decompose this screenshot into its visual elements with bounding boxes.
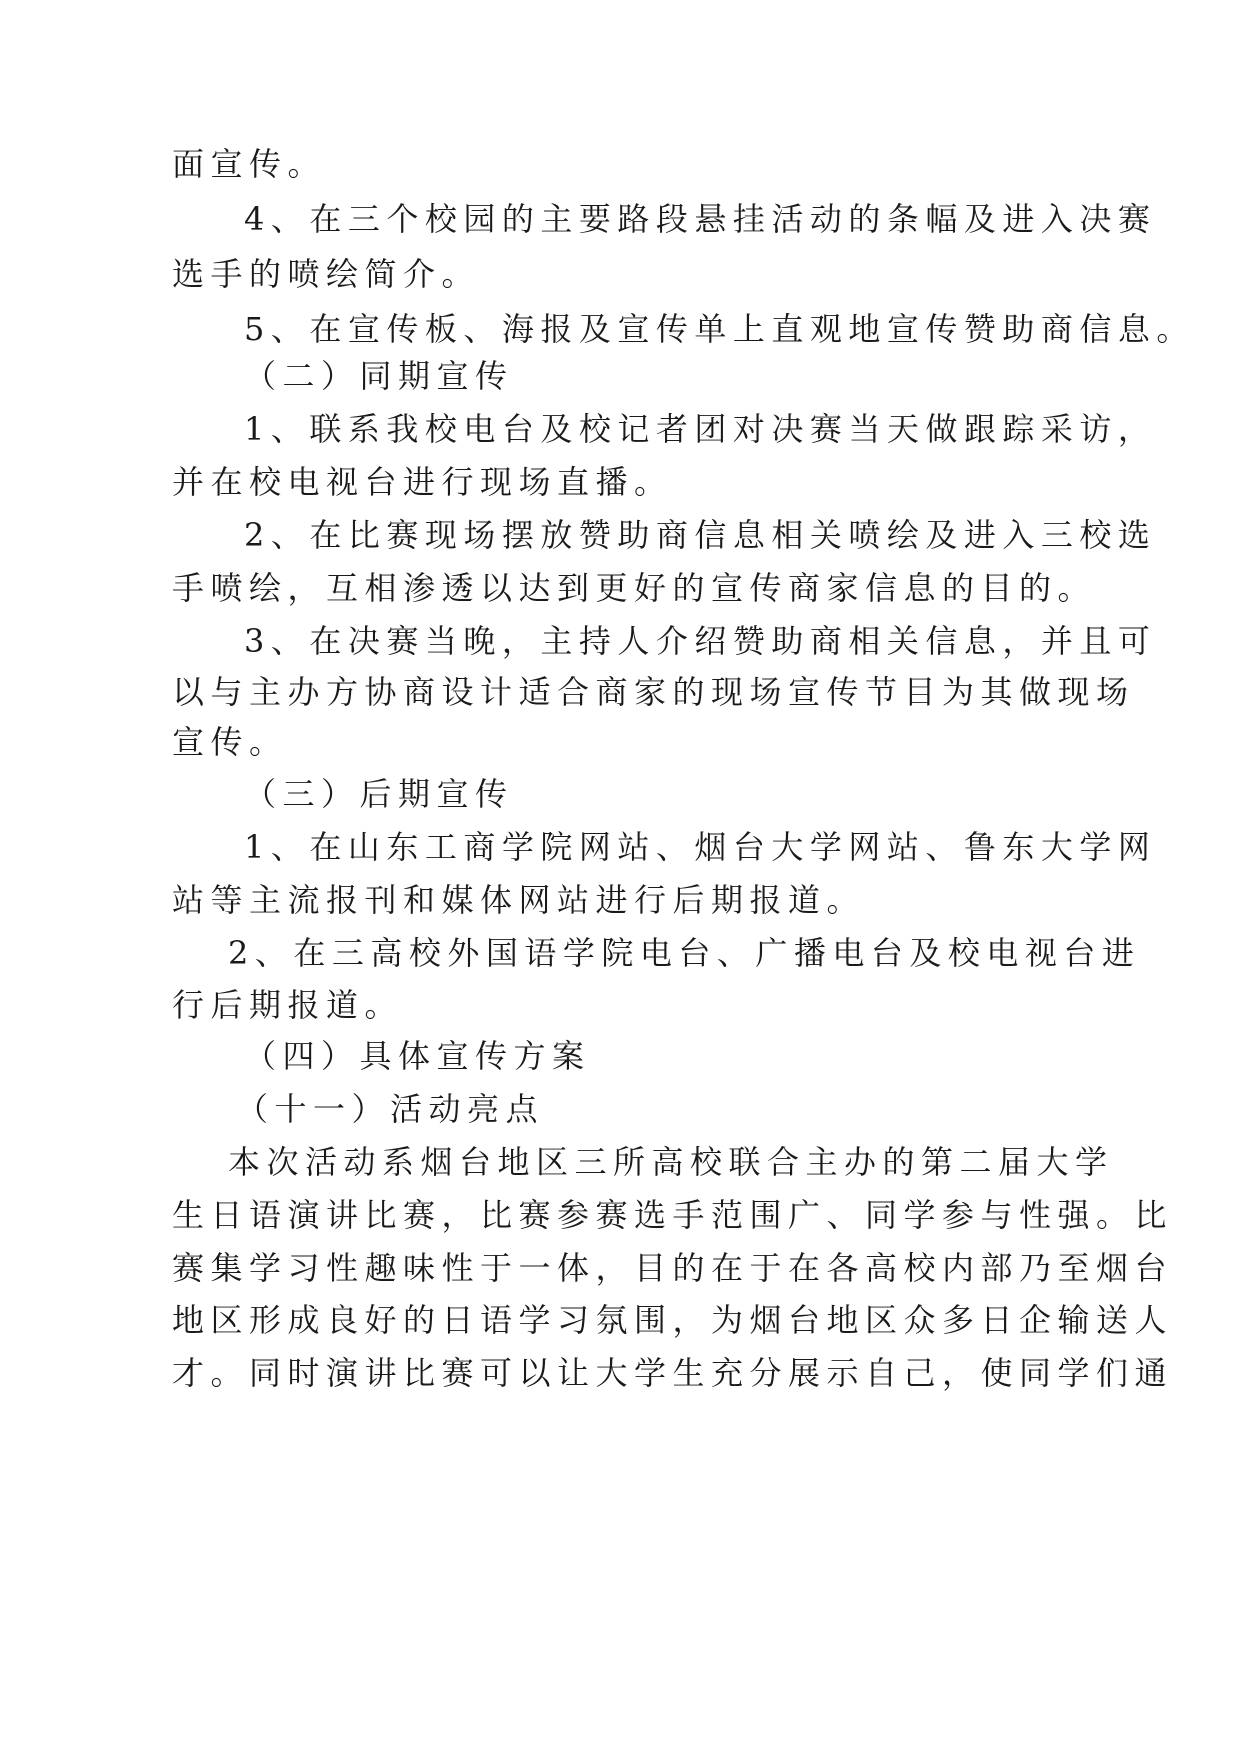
section-heading: （三）后期宣传: [244, 775, 514, 813]
section-heading: （二）同期宣传: [244, 357, 514, 395]
text-line: 才。同时演讲比赛可以让大学生充分展示自己，使同学们通: [172, 1354, 1174, 1392]
text-line: 选手的喷绘简介。: [172, 255, 481, 293]
text-line: 2、在比赛现场摆放赞助商信息相关喷绘及进入三校选: [244, 516, 1157, 554]
text-line: 地区形成良好的日语学习氛围，为烟台地区众多日企输送人: [172, 1301, 1174, 1339]
text-line: 1、在山东工商学院网站、烟台大学网站、鲁东大学网: [244, 828, 1157, 866]
text-line: 站等主流报刊和媒体网站进行后期报道。: [172, 881, 866, 919]
section-heading: （十一）活动亮点: [236, 1090, 545, 1128]
text-line: 2、在三高校外国语学院电台、广播电台及校电视台进: [228, 934, 1141, 972]
text-line: 面宣传。: [172, 145, 327, 183]
text-line: 本次活动系烟台地区三所高校联合主办的第二届大学: [228, 1143, 1114, 1181]
text-line: 4、在三个校园的主要路段悬挂活动的条幅及进入决赛: [244, 200, 1157, 238]
section-heading: （四）具体宣传方案: [244, 1037, 591, 1075]
text-line: 并在校电视台进行现场直播。: [172, 463, 673, 501]
text-line: 生日语演讲比赛，比赛参赛选手范围广、同学参与性强。比: [172, 1196, 1174, 1234]
text-line: 赛集学习性趣味性于一体，目的在于在各高校内部乃至烟台: [172, 1249, 1174, 1287]
text-line: 行后期报道。: [172, 986, 404, 1024]
text-line: 手喷绘，互相渗透以达到更好的宣传商家信息的目的。: [172, 569, 1097, 607]
text-line: 以与主办方协商设计适合商家的现场宣传节目为其做现场: [172, 673, 1135, 711]
text-line: 1、联系我校电台及校记者团对决赛当天做跟踪采访，: [244, 410, 1157, 448]
text-line: 3、在决赛当晚，主持人介绍赞助商相关信息，并且可: [244, 622, 1157, 660]
text-line: 5、在宣传板、海报及宣传单上直观地宣传赞助商信息。: [244, 310, 1195, 348]
text-line: 宣传。: [172, 723, 288, 761]
